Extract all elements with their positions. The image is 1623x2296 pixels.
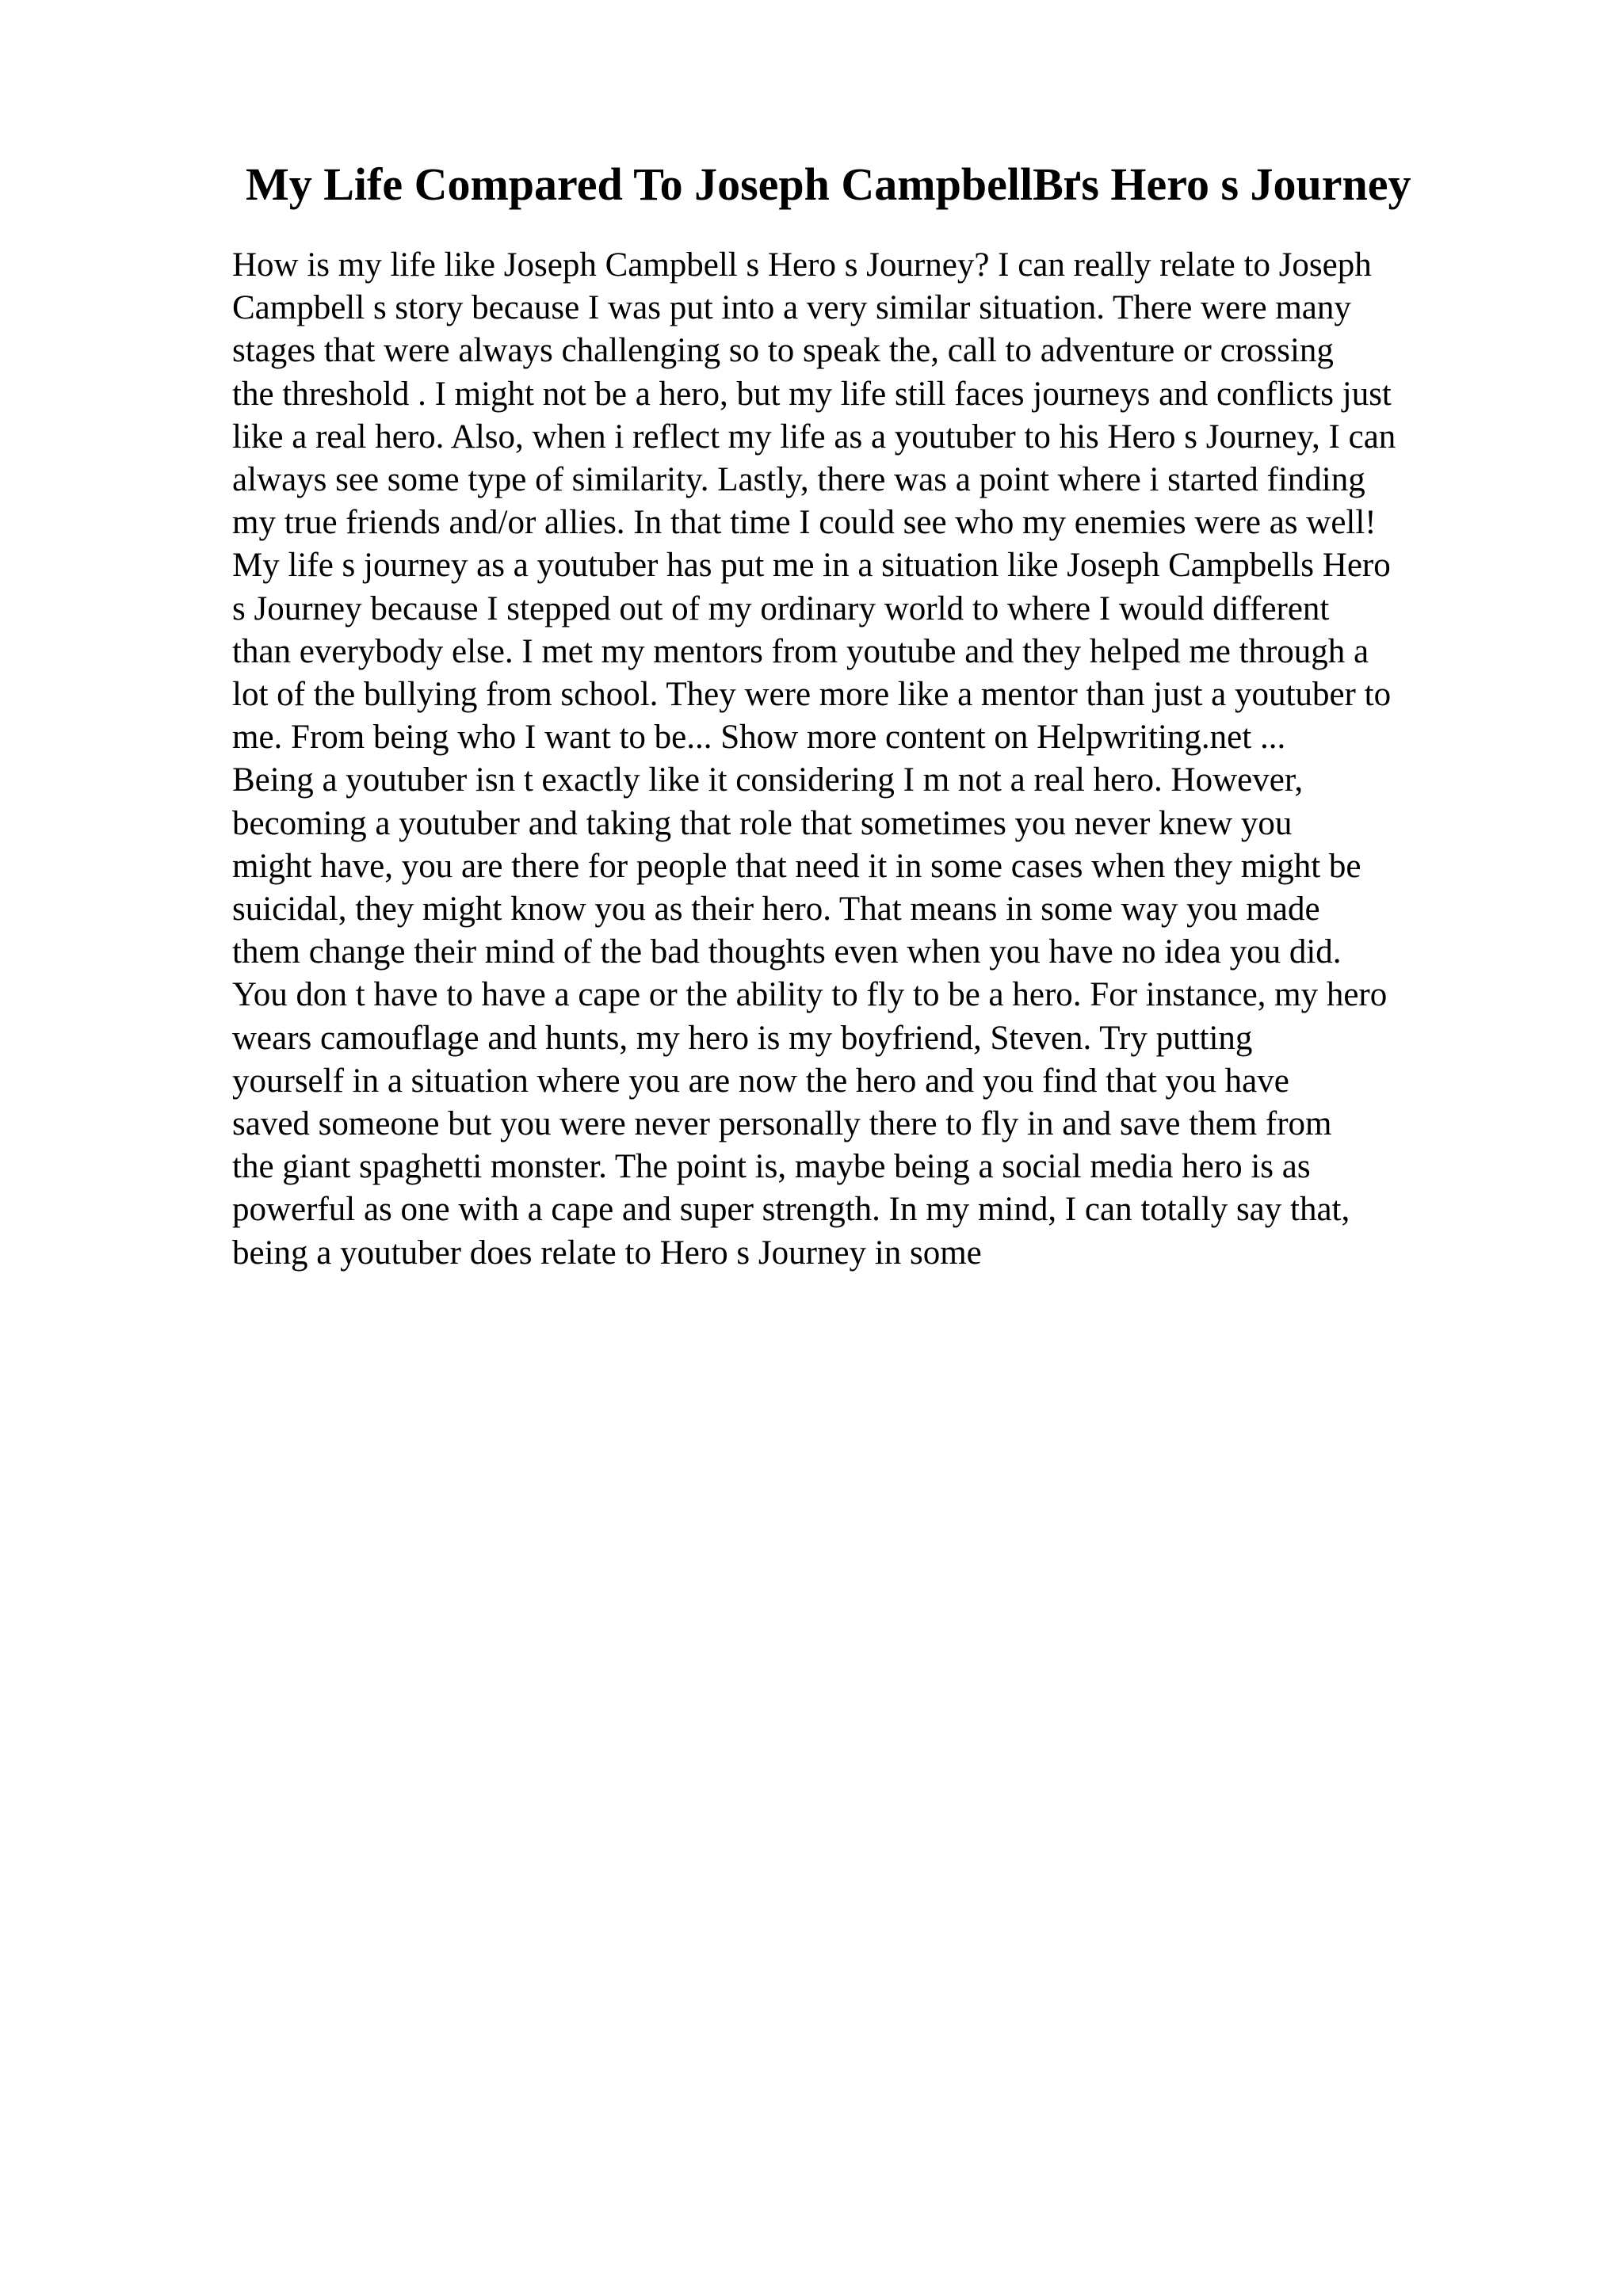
body-line: being a youtuber does relate to Hero s Journey in some xyxy=(232,1234,982,1272)
body-line: might have, you are there for people that need it in some cases when they might be xyxy=(232,847,1361,885)
body-line: Being a youtuber isn t exactly like it considering I m not a real hero. However, xyxy=(232,761,1304,799)
body-line: than everybody else. I met my mentors from youtube and they helped me through a xyxy=(232,632,1369,670)
body-line: yourself in a situation where you are now the hero and you find that you have xyxy=(232,1062,1289,1100)
body-line: You don t have to have a cape or the ability to fly to be a hero. For instance, my hero xyxy=(232,976,1388,1014)
body-line: always see some type of similarity. Lastly, there was a point where i started finding xyxy=(232,461,1365,499)
body-line: them change their mind of the bad thoughts even when you have no idea you did. xyxy=(232,933,1342,971)
document-body xyxy=(232,244,1532,1275)
body-line: becoming a youtuber and taking that role that sometimes you never knew you xyxy=(232,804,1293,842)
body-line: me. From being who I want to be... Show more content on Helpwriting.net ... xyxy=(232,719,1286,757)
body-line: powerful as one with a cape and super strength. In my mind, I can totally say that, xyxy=(232,1191,1350,1229)
body-line: My life s journey as a youtuber has put me in a situation like Joseph Campbells Hero xyxy=(232,547,1391,585)
body-line: wears camouflage and hunts, my hero is my boyfriend, Steven. Try putting xyxy=(232,1019,1253,1057)
body-line: How is my life like Joseph Campbell s Hero s Journey? I can really relate to Joseph xyxy=(232,246,1372,284)
body-line: my true friends and/or allies. In that time I could see who my enemies were as well! xyxy=(232,504,1377,542)
body-line: stages that were always challenging so to speak the, call to adventure or crossing xyxy=(232,332,1334,370)
body-line: the giant spaghetti monster. The point is, maybe being a social media hero is as xyxy=(232,1148,1311,1186)
body-line: s Journey because I stepped out of my ordinary world to where I would different xyxy=(232,589,1330,627)
body-line: saved someone but you were never personally there to fly in and save them from xyxy=(232,1105,1332,1143)
body-line: Campbell s story because I was put into a very similar situation. There were many xyxy=(232,289,1351,327)
body-line: the threshold . I might not be a hero, but my life still faces journeys and conflicts just xyxy=(232,375,1392,413)
body-line: suicidal, they might know you as their hero. That means in some way you made xyxy=(232,891,1320,929)
body-line: lot of the bullying from school. They were more like a mentor than just a youtuber to xyxy=(232,676,1392,714)
body-line: like a real hero. Also, when i reflect my life as a youtuber to his Hero s Journey, I can xyxy=(232,418,1396,456)
document-title: My Life Compared To Joseph CampbellВґs Hero s Journey xyxy=(246,158,1411,210)
